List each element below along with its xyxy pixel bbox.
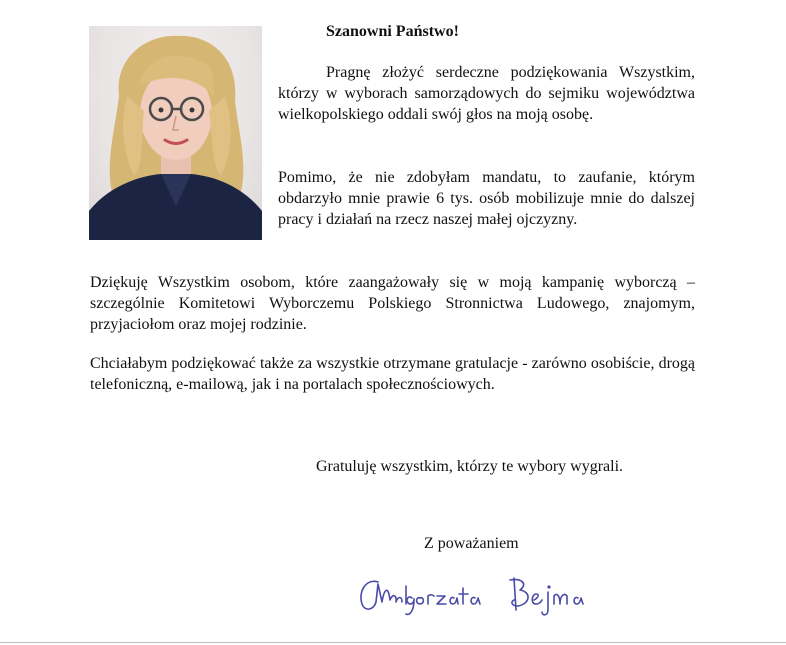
letter-paragraph-3: Dziękuję Wszystkim osobom, które zaangażowały się w moją kampanię wyborczą – szczególnie Komitetowi Wyborczemu Polskiego Stronnictwa Ludowego, znajomym, przyjaciołom oraz mojej rodzinie. <box>90 274 695 333</box>
page-bottom-border <box>0 642 786 643</box>
letter-greeting: Szanowni Państwo! <box>326 23 459 40</box>
letter-paragraph-1: Pragnę złożyć serdeczne podziękowania Wszystkim, którzy w wyborach samorządowych do sejmiku województwa wielkopolskiego oddali swój głos na moją osobę. <box>278 64 695 123</box>
portrait-photo <box>89 26 262 240</box>
valediction: Z poważaniem <box>424 535 519 552</box>
closing-line: Gratuluję wszystkim, którzy te wybory wygrali. <box>316 458 624 475</box>
letter-paragraph-2: Pomimo, że nie zdobyłam mandatu, to zaufanie, którym obdarzyło mnie prawie 6 tys. osób mobilizuje mnie do dalszej pracy i działań na rzecz naszej małej ojczyzny. <box>278 169 695 228</box>
letter-paragraph-4: Chciałabym podziękować także za wszystkie otrzymane gratulacje - zarówno osobiście, drogą telefoniczną, e-mailową, jak i na portalach społecznościowych. <box>90 355 695 393</box>
handwritten-signature <box>352 570 602 620</box>
